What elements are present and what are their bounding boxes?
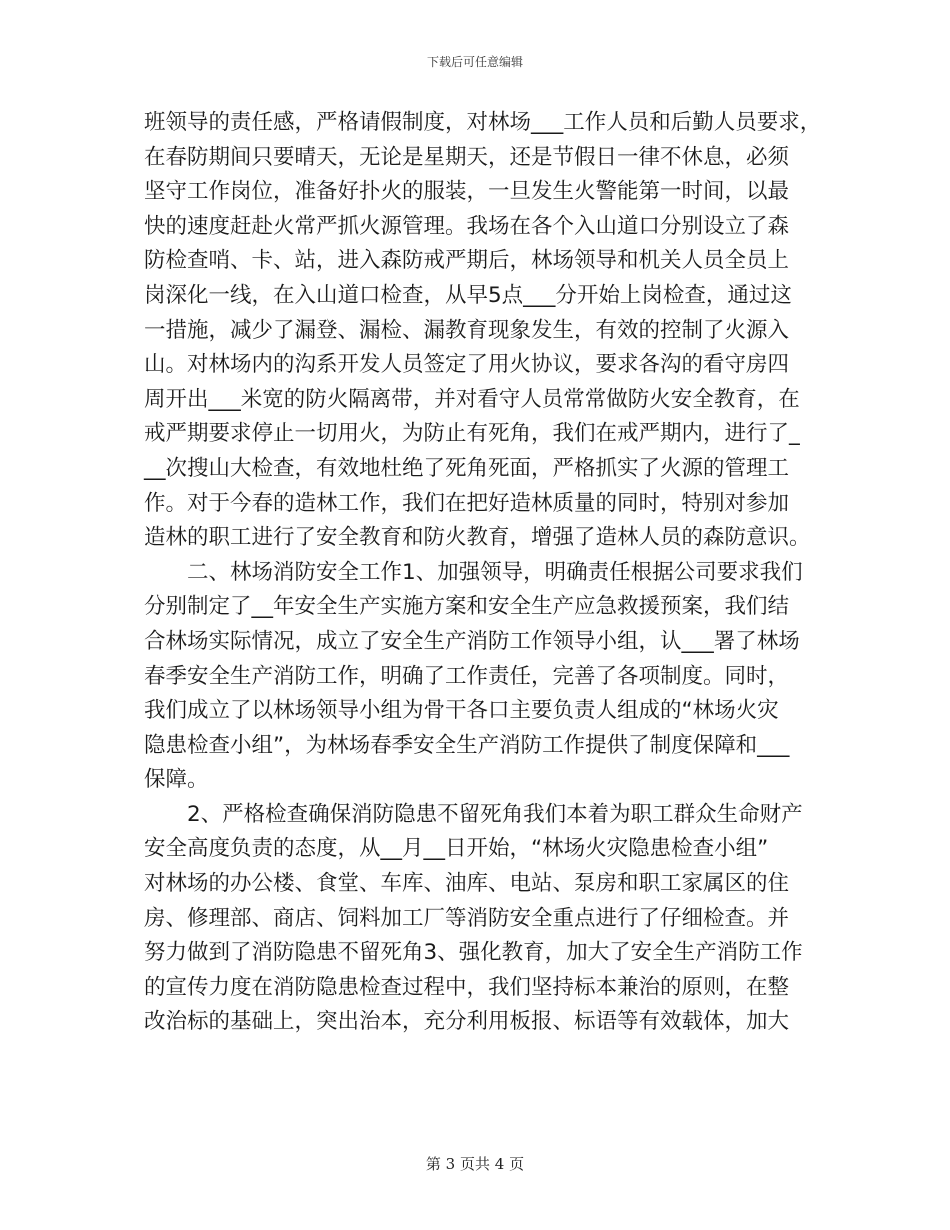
text-line: 坚守工作岗位，准备好扑火的服装，一旦发生火警能第一时间，以最 (144, 179, 790, 205)
text-line: 对林场的办公楼、食堂、车库、油库、电站、泵房和职工家属区的住 (144, 871, 790, 897)
text-line: 造林的职工进行了安全教育和防火教育，增强了造林人员的森防意识。 (144, 525, 811, 551)
text-line: 合林场实际情况，成立了安全生产消防工作领导小组，认___署了林场 (144, 628, 800, 654)
text-line: 安全高度负责的态度，从__月__日开始，“林场火灾隐患检查小组” (144, 836, 769, 862)
text-line: 戒严期要求停止一切用火，为防止有死角，我们在戒严期内，进行了_ (144, 421, 800, 447)
text-line: 快的速度赶赴火常严抓火源管理。我场在各个入山道口分别设立了森 (144, 213, 790, 239)
text-line: 山。对林场内的沟系开发人员签定了用火协议，要求各沟的看守房四 (144, 352, 790, 378)
text-line: 一措施，减少了漏登、漏检、漏教育现象发生，有效的控制了火源入 (144, 317, 790, 343)
text-line: 岗深化一线，在入山道口检查，从早5点___分开始上岗检查，通过这 (144, 282, 792, 308)
text-line: 保障。 (144, 767, 209, 793)
text-line: __次搜山大检查，有效地杜绝了死角死面，严格抓实了火源的管理工 (144, 455, 790, 481)
text-line: 我们成立了以林场领导小组为骨干各口主要负责人组成的“林场火灾 (144, 698, 779, 724)
text-line: 周开出___米宽的防火隔离带，并对看守人员常常做防火安全教育，在 (144, 386, 800, 412)
text-line: 房、修理部、商店、饲料加工厂等消防安全重点进行了仔细检查。并 (144, 905, 790, 931)
page-footer: 第 3 页共 4 页 (425, 1155, 525, 1173)
text-line: 改治标的基础上，突出治本，充分利用板报、标语等有效载体，加大 (144, 1009, 790, 1035)
text-line: 防检查哨、卡、站，进入森防戒严期后，林场领导和机关人员全员上 (144, 248, 790, 274)
text-line: 的宣传力度在消防隐患检查过程中，我们坚持标本兼治的原则，在整 (144, 974, 790, 1000)
text-line: 作。对于今春的造林工作，我们在把好造林质量的同时，特别对参加 (144, 490, 790, 516)
page-header: 下载后可任意编辑 (426, 55, 523, 69)
text-line: 班领导的责任感，严格请假制度，对林场___工作人员和后勤人员要求， (144, 110, 822, 135)
text-line: 分别制定了__年安全生产实施方案和安全生产应急救援预案，我们结 (144, 594, 790, 620)
text-line: 2、严格检查确保消防隐患不留死角我们本着为职工群众生命财产 (144, 801, 803, 827)
text-line: 二、林场消防安全工作1、加强领导，明确责任根据公司要求我们 (144, 559, 803, 585)
text-line: 春季安全生产消防工作，明确了工作责任，完善了各项制度。同时， (144, 663, 790, 689)
text-line: 隐患检查小组”，为林场春季安全生产消防工作提供了制度保障和___ (144, 732, 790, 758)
document-body (144, 106, 834, 1040)
text-line: 在春防期间只要晴天，无论是星期天，还是节假日一律不休息，必须 (144, 144, 790, 170)
text-line: 努力做到了消防隐患不留死角3、强化教育，加大了安全生产消防工作 (144, 940, 803, 966)
